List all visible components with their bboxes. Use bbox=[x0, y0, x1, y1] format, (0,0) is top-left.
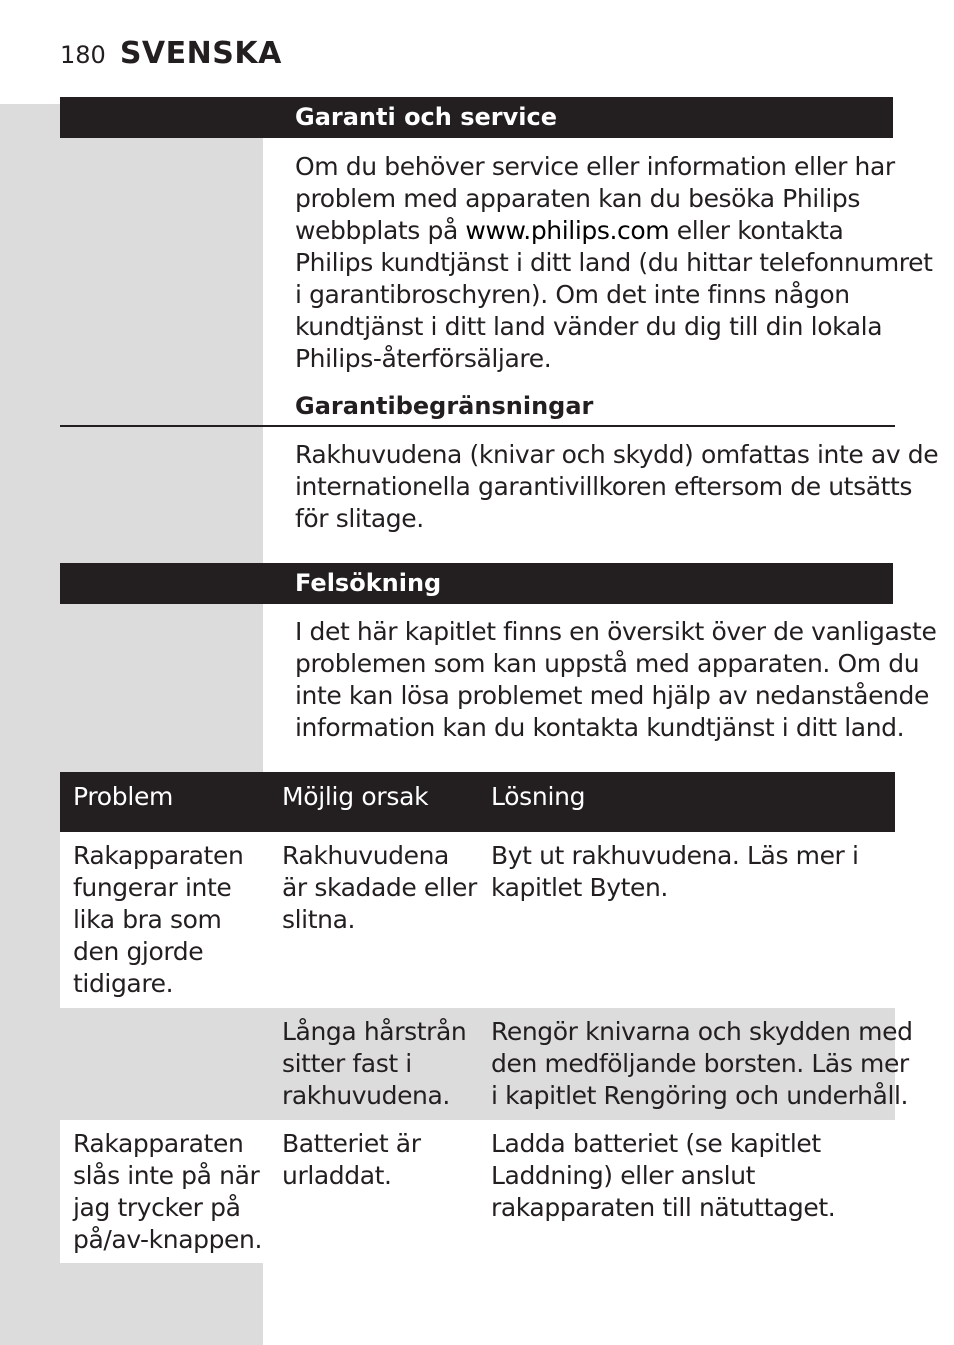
cell-line: fungerar inte bbox=[73, 873, 232, 902]
cell-line: sitter fast i bbox=[282, 1049, 412, 1078]
cell-line: på/av-knappen. bbox=[73, 1225, 263, 1254]
text-line: problem med apparaten kan du besöka Philips bbox=[295, 184, 861, 213]
cell-line: lika bra som bbox=[73, 905, 222, 934]
cell-problem bbox=[60, 1008, 269, 1120]
cell-line: tidigare. bbox=[73, 969, 174, 998]
text-line bbox=[295, 215, 895, 247]
philips-website-link[interactable]: www.philips.com bbox=[465, 216, 670, 245]
cell-line: Rakapparaten bbox=[73, 841, 244, 870]
cell-cause bbox=[269, 1008, 478, 1120]
text-line: inte kan lösa problemet med hjälp av nedanstående bbox=[295, 681, 929, 710]
cell-line: den gjorde bbox=[73, 937, 204, 966]
column-header-problem: Problem bbox=[73, 782, 174, 811]
cell-solution bbox=[478, 832, 895, 1008]
text-line: Philips-återförsäljare. bbox=[295, 344, 552, 373]
column-header-cause: Möjlig orsak bbox=[282, 782, 429, 811]
text-line: Rakhuvudena (knivar och skydd) omfattas inte av de bbox=[295, 440, 939, 469]
cell-line: Långa hårstrån bbox=[282, 1017, 467, 1046]
cell-line: i kapitlet Rengöring och underhåll. bbox=[491, 1081, 909, 1110]
cell-line: är skadade eller bbox=[282, 873, 477, 902]
cell-line: Rakapparaten bbox=[73, 1129, 244, 1158]
cell-line: rakhuvudena. bbox=[282, 1081, 450, 1110]
text-line: problemen som kan uppstå med apparaten. Om du bbox=[295, 649, 920, 678]
text-fragment: webbplats på bbox=[295, 216, 466, 245]
limitations-heading: Garantibegränsningar bbox=[295, 392, 594, 420]
cell-problem bbox=[60, 1120, 269, 1263]
column-header-solution: Lösning bbox=[491, 782, 586, 811]
troubleshooting-paragraph bbox=[295, 616, 937, 744]
guarantee-paragraph bbox=[295, 151, 933, 375]
text-line: information kan du kontakta kundtjänst i ditt land. bbox=[295, 713, 905, 742]
cell-line: Byt ut rakhuvudena. Läs mer i bbox=[491, 841, 859, 870]
table-row bbox=[60, 1120, 895, 1263]
cell-cause bbox=[269, 832, 478, 1008]
troubleshooting-table bbox=[60, 772, 913, 1263]
cell-line: rakapparaten till nätuttaget. bbox=[491, 1193, 836, 1222]
text-line: i garantibroschyren). Om det inte finns någon bbox=[295, 280, 850, 309]
text-line: för slitage. bbox=[295, 504, 424, 533]
cell-line: jag trycker på bbox=[73, 1193, 241, 1222]
text-line: internationella garantivillkoren eftersom de utsätts bbox=[295, 472, 913, 501]
cell-problem bbox=[60, 832, 269, 1008]
cell-solution bbox=[478, 1008, 913, 1120]
text-line: Philips kundtjänst i ditt land (du hittar telefonnumret bbox=[295, 248, 933, 277]
section-bar-guarantee bbox=[60, 97, 893, 138]
text-fragment: eller kontakta bbox=[669, 216, 844, 245]
cell-line: Rakhuvudena bbox=[282, 841, 449, 870]
page-number: 180 bbox=[60, 41, 106, 69]
cell-line: kapitlet Byten. bbox=[491, 873, 668, 902]
cell-line: den medföljande borsten. Läs mer bbox=[491, 1049, 909, 1078]
cell-line: Ladda batteriet (se kapitlet bbox=[491, 1129, 821, 1158]
table-row bbox=[60, 1008, 913, 1120]
cell-cause bbox=[269, 1120, 478, 1263]
cell-line: urladdat. bbox=[282, 1161, 392, 1190]
text-line: I det här kapitlet finns en översikt över de vanligaste bbox=[295, 617, 937, 646]
table-row bbox=[60, 832, 895, 1008]
text-line: kundtjänst i ditt land vänder du dig till din lokala bbox=[295, 312, 883, 341]
language-title: SVENSKA bbox=[119, 36, 282, 71]
cell-solution bbox=[478, 1120, 895, 1263]
section-title-guarantee: Garanti och service bbox=[295, 103, 557, 131]
section-title-troubleshooting: Felsökning bbox=[295, 569, 442, 597]
divider bbox=[60, 425, 895, 427]
cell-line: slås inte på när bbox=[73, 1161, 260, 1190]
table-header bbox=[60, 772, 895, 832]
text-line: Om du behöver service eller information eller har bbox=[295, 152, 895, 181]
section-bar-troubleshooting bbox=[60, 563, 893, 604]
page-header bbox=[60, 36, 282, 72]
cell-line: slitna. bbox=[282, 905, 356, 934]
cell-line: Rengör knivarna och skydden med bbox=[491, 1017, 913, 1046]
cell-line: Batteriet är bbox=[282, 1129, 421, 1158]
cell-line: Laddning) eller anslut bbox=[491, 1161, 756, 1190]
limitations-paragraph bbox=[295, 439, 939, 535]
